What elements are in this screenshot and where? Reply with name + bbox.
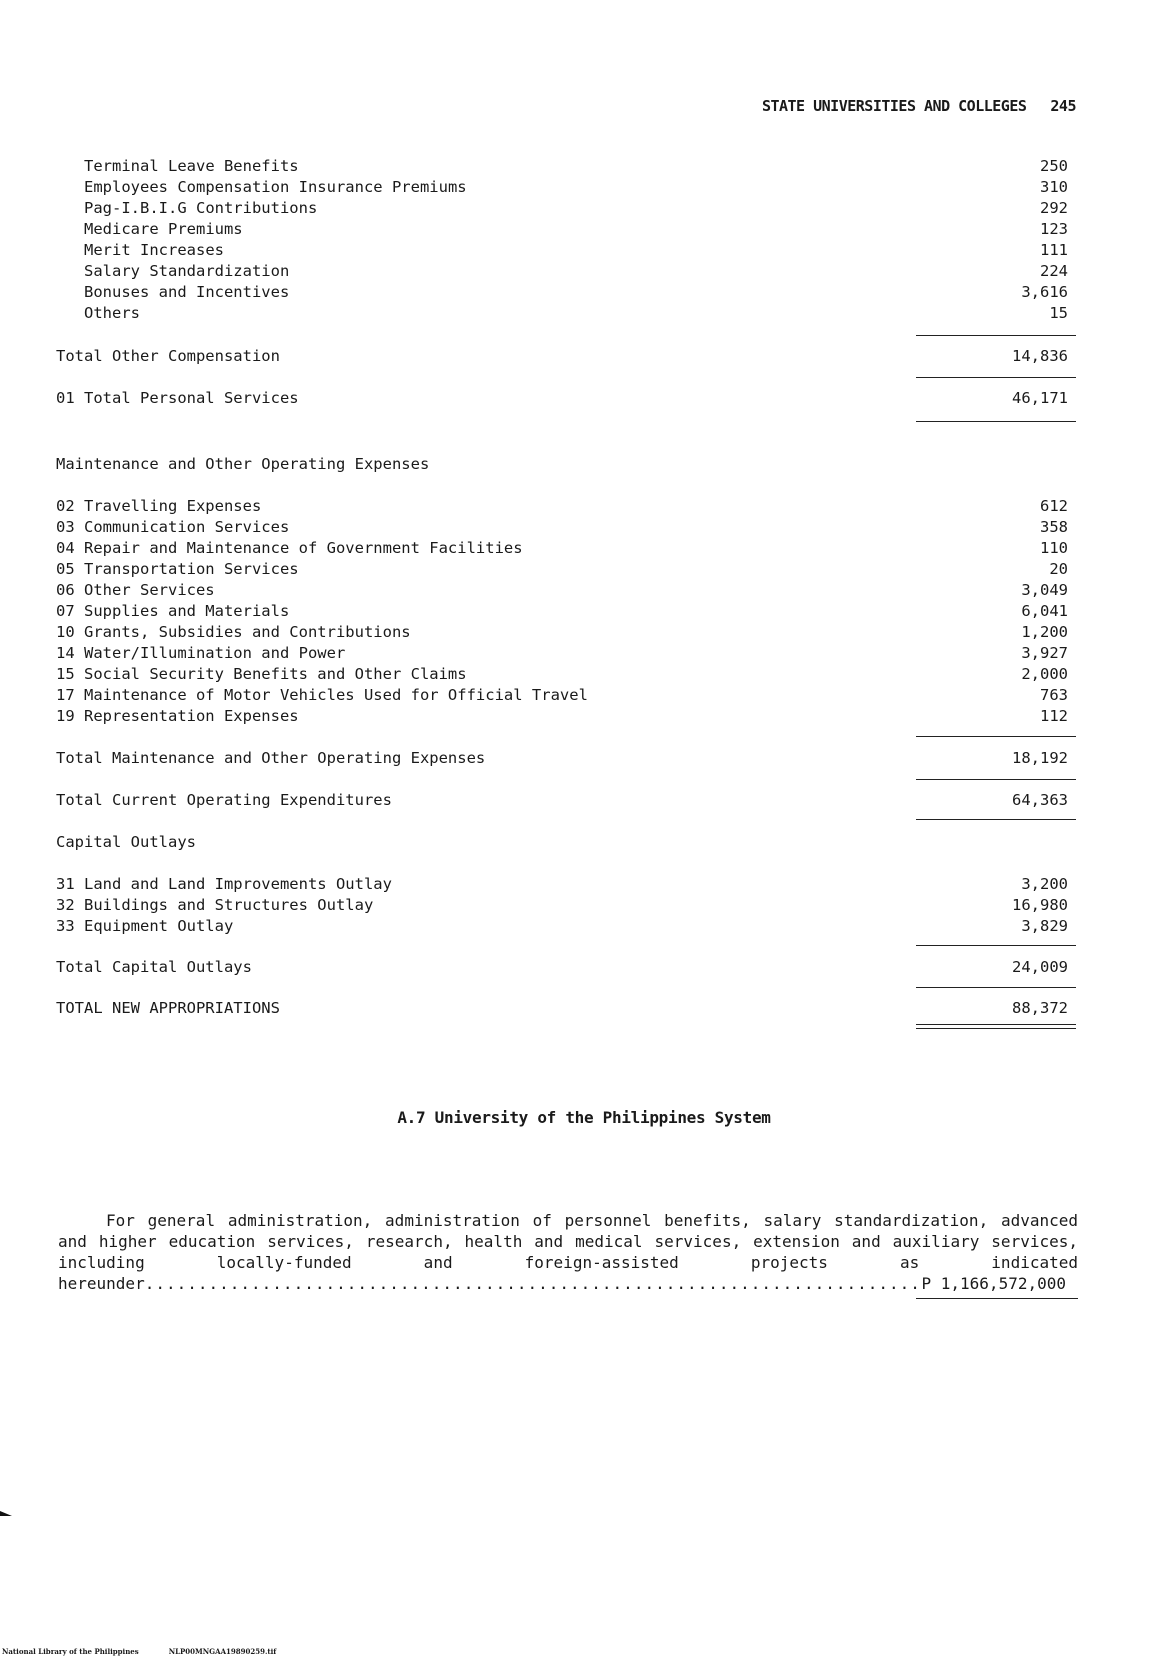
line-item (0, 622, 1168, 643)
line-item-value: 6,041 (1021, 602, 1068, 620)
line-item (0, 517, 1168, 538)
line-item-value: 2,000 (1021, 665, 1068, 683)
subtotal-rule (916, 987, 1076, 988)
subtotal-rule (916, 377, 1076, 378)
line-item-value: 16,980 (1012, 896, 1068, 914)
line-item-value: 15 (1049, 304, 1068, 322)
line-item-label: 02 Travelling Expenses (56, 497, 262, 515)
line-item-label: Pag-I.B.I.G Contributions (84, 199, 318, 217)
subtotal-rule (916, 819, 1076, 820)
subtotal-rule (916, 945, 1076, 946)
subtotal-label: Total Current Operating Expenditures (56, 791, 392, 809)
line-item-value: 612 (1040, 497, 1068, 515)
line-item-label: 10 Grants, Subsidies and Contributions (56, 623, 411, 641)
line-item-value: 110 (1040, 539, 1068, 557)
running-title: STATE UNIVERSITIES AND COLLEGES (761, 97, 1027, 115)
line-item-label: 06 Other Services (56, 581, 215, 599)
section-heading-label: Maintenance and Other Operating Expenses (56, 455, 430, 473)
line-item-value: 1,200 (1021, 623, 1068, 641)
line-item-value: 3,200 (1021, 875, 1068, 893)
subtotal-label: Total Maintenance and Other Operating Expenses (56, 749, 486, 767)
line-item-value: 3,927 (1021, 644, 1068, 662)
amount-rule (916, 1298, 1078, 1299)
line-item-value: 3,616 (1021, 283, 1068, 301)
subtotal-row (0, 957, 1168, 978)
appropriation-amount: P 1,166,572,000 (921, 1274, 1066, 1293)
subtotal-row (0, 790, 1168, 811)
appropriation-leader-line (58, 1273, 1078, 1294)
subtotal-row (0, 346, 1168, 367)
subtotal-label: Total Other Compensation (56, 347, 280, 365)
scan-footer (2, 1647, 276, 1656)
line-item (0, 580, 1168, 601)
line-item-label: 04 Repair and Maintenance of Government Facilities (56, 539, 523, 557)
line-item-label: 17 Maintenance of Motor Vehicles Used for Official Travel (56, 686, 588, 704)
subtotal-rule (916, 736, 1076, 737)
line-item-label: 31 Land and Land Improvements Outlay (56, 875, 392, 893)
line-item (0, 685, 1168, 706)
section-heading-label: Capital Outlays (56, 833, 196, 851)
line-item (0, 916, 1168, 937)
line-item (0, 156, 1168, 177)
subtotal-label: Total Capital Outlays (56, 958, 252, 976)
line-item (0, 240, 1168, 261)
subtotal-value: 18,192 (1012, 749, 1068, 767)
line-item-label: 32 Buildings and Structures Outlay (56, 896, 374, 914)
line-item-label: 33 Equipment Outlay (56, 917, 234, 935)
line-item-label: Salary Standardization (84, 262, 290, 280)
line-item (0, 303, 1168, 324)
line-item-value: 292 (1040, 199, 1068, 217)
line-item (0, 643, 1168, 664)
footer-source: National Library of the Philippines (2, 1647, 139, 1656)
line-item (0, 219, 1168, 240)
line-item-value: 111 (1040, 241, 1068, 259)
subtotal-rule (916, 779, 1076, 780)
grand-total-label: TOTAL NEW APPROPRIATIONS (56, 999, 280, 1017)
line-item-label: Medicare Premiums (84, 220, 243, 238)
line-item-value: 3,049 (1021, 581, 1068, 599)
margin-mark (0, 1511, 12, 1516)
section-heading (0, 832, 1168, 853)
section-heading (0, 454, 1168, 475)
leader-label: hereunder (58, 1274, 145, 1293)
line-item-value: 224 (1040, 262, 1068, 280)
grand-total-value: 88,372 (1012, 999, 1068, 1017)
line-item (0, 198, 1168, 219)
subtotal-label: 01 Total Personal Services (56, 389, 299, 407)
line-item (0, 261, 1168, 282)
line-item-value: 250 (1040, 157, 1068, 175)
line-item-label: Merit Increases (84, 241, 224, 259)
line-item-value: 20 (1049, 560, 1068, 578)
subtotal-value: 64,363 (1012, 791, 1068, 809)
subtotal-rule (916, 421, 1076, 422)
line-item-value: 763 (1040, 686, 1068, 704)
line-item-label: Others (84, 304, 140, 322)
line-item-label: Terminal Leave Benefits (84, 157, 299, 175)
grand-total-row (0, 998, 1168, 1019)
line-item-value: 310 (1040, 178, 1068, 196)
line-item-value: 3,829 (1021, 917, 1068, 935)
line-item (0, 282, 1168, 303)
grand-total-double-rule (916, 1024, 1076, 1029)
subtotal-value: 46,171 (1012, 389, 1068, 407)
line-item-label: 15 Social Security Benefits and Other Claims (56, 665, 467, 683)
line-item-value: 112 (1040, 707, 1068, 725)
subtotal-row (0, 388, 1168, 409)
line-item (0, 601, 1168, 622)
subtotal-row (0, 748, 1168, 769)
line-item (0, 706, 1168, 727)
line-item-label: 03 Communication Services (56, 518, 290, 536)
line-item-label: 19 Representation Expenses (56, 707, 299, 725)
line-item-label: Employees Compensation Insurance Premiums (84, 178, 467, 196)
line-item-label: 14 Water/Illumination and Power (56, 644, 346, 662)
line-item (0, 177, 1168, 198)
subtotal-value: 24,009 (1012, 958, 1068, 976)
appropriation-paragraph: For general administration, administration of personnel benefits, salary standardization, advanced and higher education services, research, health and medical services, extension and auxiliary services, including locally-funded and foreign-assisted projects as indicated (58, 1211, 1078, 1272)
line-item (0, 664, 1168, 685)
leader-dots (145, 1273, 922, 1294)
line-item (0, 496, 1168, 517)
footer-filename: NLP00MNGAA19890259.tif (168, 1647, 277, 1656)
line-item (0, 874, 1168, 895)
line-item-label: 05 Transportation Services (56, 560, 299, 578)
line-item (0, 559, 1168, 580)
line-item-value: 358 (1040, 518, 1068, 536)
line-item (0, 538, 1168, 559)
line-item (0, 895, 1168, 916)
page-header (670, 97, 1076, 115)
subtotal-value: 14,836 (1012, 347, 1068, 365)
subtotal-rule (916, 335, 1076, 336)
line-item-label: Bonuses and Incentives (84, 283, 290, 301)
line-item-label: 07 Supplies and Materials (56, 602, 290, 620)
page-number: 245 (1050, 97, 1076, 115)
section-title: A.7 University of the Philippines System (397, 1108, 771, 1127)
line-item-value: 123 (1040, 220, 1068, 238)
